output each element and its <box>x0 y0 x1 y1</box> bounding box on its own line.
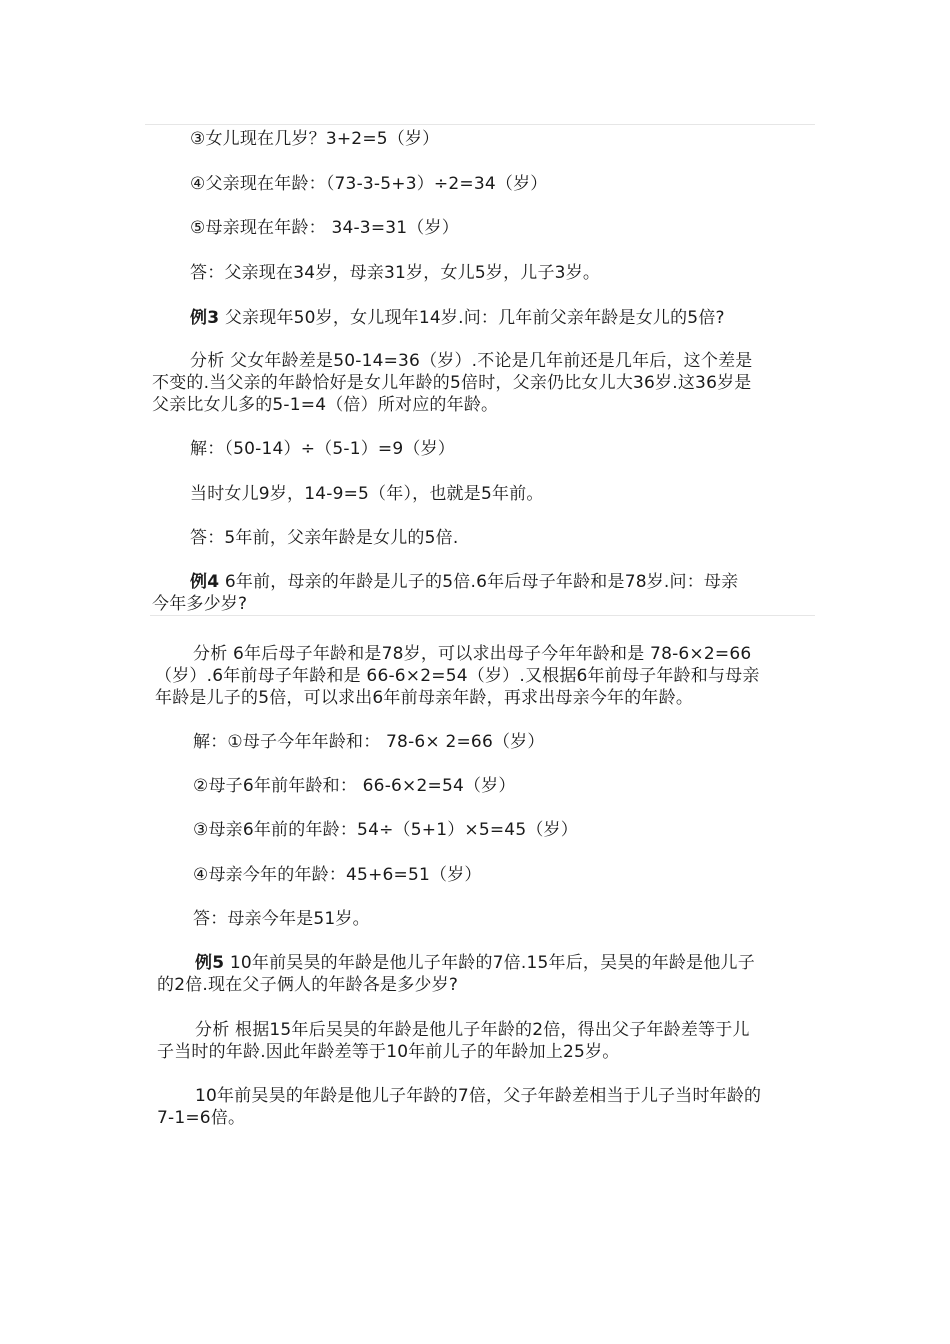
example-3-solution: 解：（50-14）÷（5-1）=9（岁） <box>190 439 455 459</box>
example-4-analysis-line-3: 年龄是儿子的5倍，可以求出6年前母亲年龄，再求出母亲今年的年龄。 <box>155 688 694 708</box>
example-5-paragraph-line-1: 10年前吴昊的年龄是他儿子年龄的7倍，父子年龄差相当于儿子当时年龄的 <box>195 1086 762 1106</box>
example-3-question <box>190 307 725 329</box>
example-5-text: 10年前吴昊的年龄是他儿子年龄的7倍.15年后，吴昊的年龄是他儿子 <box>224 953 755 973</box>
example-4-text: 6年前，母亲的年龄是儿子的5倍.6年后母子年龄和是78岁.问：母亲 <box>219 572 739 592</box>
example-3-analysis-line-1: 分析 父女年龄差是50-14=36（岁）.不论是几年前还是几年后，这个差是 <box>190 351 753 371</box>
example-4-question-line-1 <box>190 571 738 593</box>
example-4-analysis-line-1: 分析 6年后母子年龄和是78岁，可以求出母子今年年龄和是 78-6×2=66 <box>193 644 752 664</box>
example-5-analysis-line-2: 子当时的年龄.因此年龄差等于10年前儿子的年龄加上25岁。 <box>157 1042 620 1062</box>
example4-divider <box>150 615 815 616</box>
example-5-analysis-line-1: 分析 根据15年后吴昊的年龄是他儿子年龄的2倍，得出父子年龄差等于儿 <box>195 1020 750 1040</box>
answer-example-2: 答：父亲现在34岁，母亲31岁，女儿5岁，儿子3岁。 <box>190 263 601 283</box>
step-3-daughter-age: ③女儿现在几岁？3+2=5（岁） <box>190 129 440 149</box>
example-3-analysis-line-3: 父亲比女儿多的5-1=4（倍）所对应的年龄。 <box>152 395 499 415</box>
step-4-father-age: ④父亲现在年龄：（73-3-5+3）÷2=34（岁） <box>190 174 548 194</box>
step-5-mother-age: ⑤母亲现在年龄： 34-3=31（岁） <box>190 218 459 238</box>
example-5-paragraph-line-2: 7-1=6倍。 <box>157 1108 246 1128</box>
example-3-text: 父亲现年50岁，女儿现年14岁.问：几年前父亲年龄是女儿的5倍? <box>219 308 725 328</box>
example-3-analysis-line-2: 不变的.当父亲的年龄恰好是女儿年龄的5倍时，父亲仍比女儿大36岁.这36岁是 <box>152 373 752 393</box>
example-4-label: 例4 <box>190 572 220 592</box>
example-4-solution-step-2: ②母子6年前年龄和： 66-6×2=54（岁） <box>193 776 516 796</box>
example-4-solution-step-4: ④母亲今年的年龄：45+6=51（岁） <box>193 865 482 885</box>
example-4-analysis-line-2: （岁）.6年前母子年龄和是 66-6×2=54（岁）.又根据6年前母子年龄和与母亲 <box>155 666 760 686</box>
example-3-label: 例3 <box>190 308 220 328</box>
example-3-step: 当时女儿9岁，14-9=5（年），也就是5年前。 <box>190 484 544 504</box>
example-4-question-line-2: 今年多少岁? <box>152 594 248 614</box>
example-4-solution-step-3: ③母亲6年前的年龄：54÷（5+1）×5=45（岁） <box>193 820 578 840</box>
example-4-solution-step-1: 解：①母子今年年龄和： 78-6× 2=66（岁） <box>193 732 545 752</box>
example-3-answer: 答：5年前，父亲年龄是女儿的5倍. <box>190 528 459 548</box>
example-5-question-line-2: 的2倍.现在父子俩人的年龄各是多少岁? <box>157 975 459 995</box>
top-divider <box>145 124 815 125</box>
example-5-label: 例5 <box>195 953 225 973</box>
example-5-question-line-1 <box>195 952 755 974</box>
example-4-answer: 答：母亲今年是51岁。 <box>193 909 370 929</box>
